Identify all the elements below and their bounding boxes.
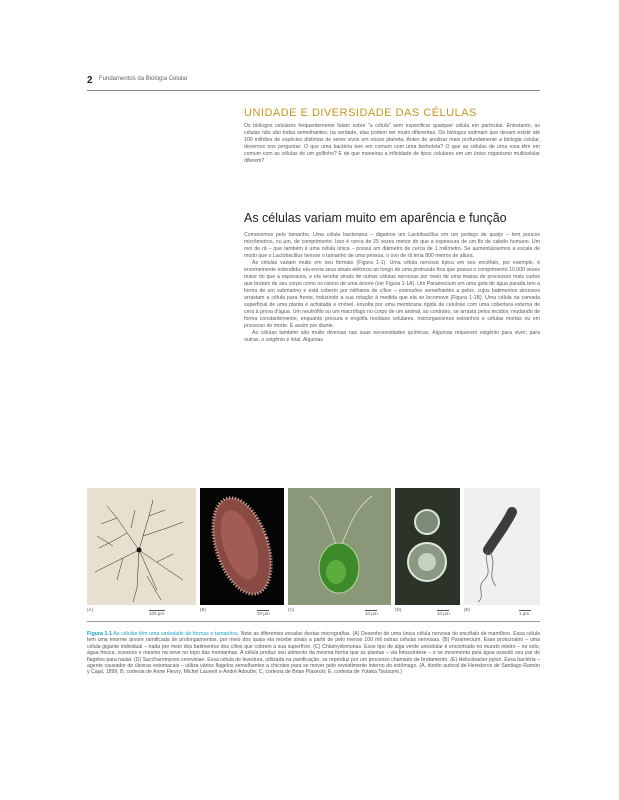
panel-label-a: (A) [87,607,93,612]
subsection-title: As células variam muito em aparência e função [244,211,507,225]
running-title: Fundamentos da Biologia Celular [99,76,188,82]
helicobacter-micrograph [464,488,540,605]
scale-label-a: 100 μm [149,611,165,616]
panel-label-c: (C) [288,607,295,612]
figure-panel-labels [87,607,540,622]
chlamydomonas-micrograph [288,488,391,605]
panel-label-d: (D) [395,607,402,612]
body-block [244,232,540,344]
page-header [87,74,540,91]
intro-block [244,123,540,165]
panel-label-e: (E) [464,607,470,612]
panel-label-b: (B) [200,607,206,612]
page-number: 2 [87,75,93,86]
figure-caption [87,631,540,676]
scale-label-b: 20 μm [257,611,270,616]
figure-micrographs [87,488,540,605]
body-paragraph-3: As células também são muito diversas nas suas necessidades químicas. Algumas requerem oxigênio para viver; para outras, o oxigênio é letal. Algumas [244,330,540,343]
yeast-micrograph [395,488,460,605]
intro-paragraph: Os biólogos celulares frequentemente falam sobre "a célula" sem especificar qualquer célula em particular. Entretanto, as células não são todas semelhantes; na verdade, elas podem ser muito diferentes. Os biólogos estimam que devam existir até 100 milhões de espécies distintas de seres vivos em nosso planeta. Antes de analisar mais profundamente a biologia celular, devemos nos perguntar: O que uma bactéria tem em comum com uma borboleta? O que as células de uma rosa têm em comum com as células de um golfinho? E de que maneiras a infinidade de tipos celulares em um único organismo multicelular diferem? [244,123,540,164]
section-title: UNIDADE E DIVERSIDADE DAS CÉLULAS [244,107,477,119]
scale-label-e: 1 μm [519,611,530,616]
scale-label-c: 10 μm [365,611,378,616]
caption-label: Figura 1-1 [87,631,113,637]
body-paragraph-1: Comecemos pelo tamanho. Uma célula bacteriana – digamos um Lactobacillus em um pedaço de queijo – tem poucos micrômetros, ou μm, de comprimento. Isso é cerca de 25 vezes menor do que a espessura de um fio de cabelo humano. Um ovo de rã – que também é uma célula única – possui um diâmetro de cerca de 1 milímetro. Se aumentássemos a escala de modo que o Lactobacillus tivesse o tamanho de uma pessoa, o ovo de rã teria 800 metros de altura. [244,232,540,259]
scale-label-d: 10 μm [437,611,450,616]
caption-text: Note as diferentes escalas destas micrografias. (A) Desenho de uma única célula nervosa do encéfalo de mamífero. Essa célula tem uma enorme árvore ramificada de prolongamentos, por meio dos quais ela recebe sinais a partir de pelo menos 100 mil outras células nervosas. (B) Paramecium. Esse protozoário – uma célula gigante individual – nada por meio dos batimentos dos cílios que cobrem a sua superfície. (C) Chlamydomonas. Esse tipo de alga verde unicelular é encontrado no mundo inteiro – no solo, água fresca, oceanos e mesmo na neve no topo das montanhas. A célula produz seu alimento da mesma forma que as plantas – via fotossíntese – e se movimenta pela água usando seu par de flagelos para nadar. (D) Saccharomyces cerevisiae. Essa célula de levedura, utilizada na panificação, se reproduz por um processo chamado de brotamento. (E) Helicobacter pylori. Essa bactéria – agente causador de úlceras estomacais – utiliza vários flagelos semelhantes a chicotes para se mover pelo revestimento interno do estômago. (A, direito autoral de Herederos de Santiago Ramón y Cajal, 1899; B, cortesia de Anne Fleury, Michel Laurent e André Adoutte; C, cortesia de Brian Piasecki; E, cortesia de Yutaka Tsutsumi.) [87,631,540,676]
nerve-cell-drawing [87,488,196,605]
body-paragraph-2: As células variam muito em seu formato (Figura 1-1). Uma célula nervosa típica em seu encéfalo, por exemplo, é enormemente estendida; ela envia seus sinais elétricos ao longo de uma protrusão fina que possui o comprimento 10.000 vezes maior do que a espessura, e ela recebe sinais de outras células nervosas por meio de uma massa de processos mais curtos que brotam de seu corpo como os ramos de uma árvore (ver Figura 1-1A). Um Paramecium em uma gota de água parada tem a forma de um submarino e está coberto por milhares de cílios – extensões semelhantes a pelos, cujos batimentos sinuosos arrastam a célula para frente, induzindo a sua rotação à medida que ela se locomove (Figura 1-1B). Uma célula na camada superficial de uma planta é achatada e imóvel, envolta por uma membrana rígida de celulose com uma cobertura externa de cera à prova d'água. Um neutrófilo ou um macrófago no corpo de um animal, ao contrário, se arrasta pelos tecidos, mudando de forma constantemente, enquanto procura e engolfa resíduos celulares, microrganismos estranhos e células mortas ou em processo de morte. E assim por diante. [244,260,540,329]
caption-title: As células têm uma variedade de formas e tamanhos. [113,631,240,637]
paramecium-micrograph [200,488,284,605]
